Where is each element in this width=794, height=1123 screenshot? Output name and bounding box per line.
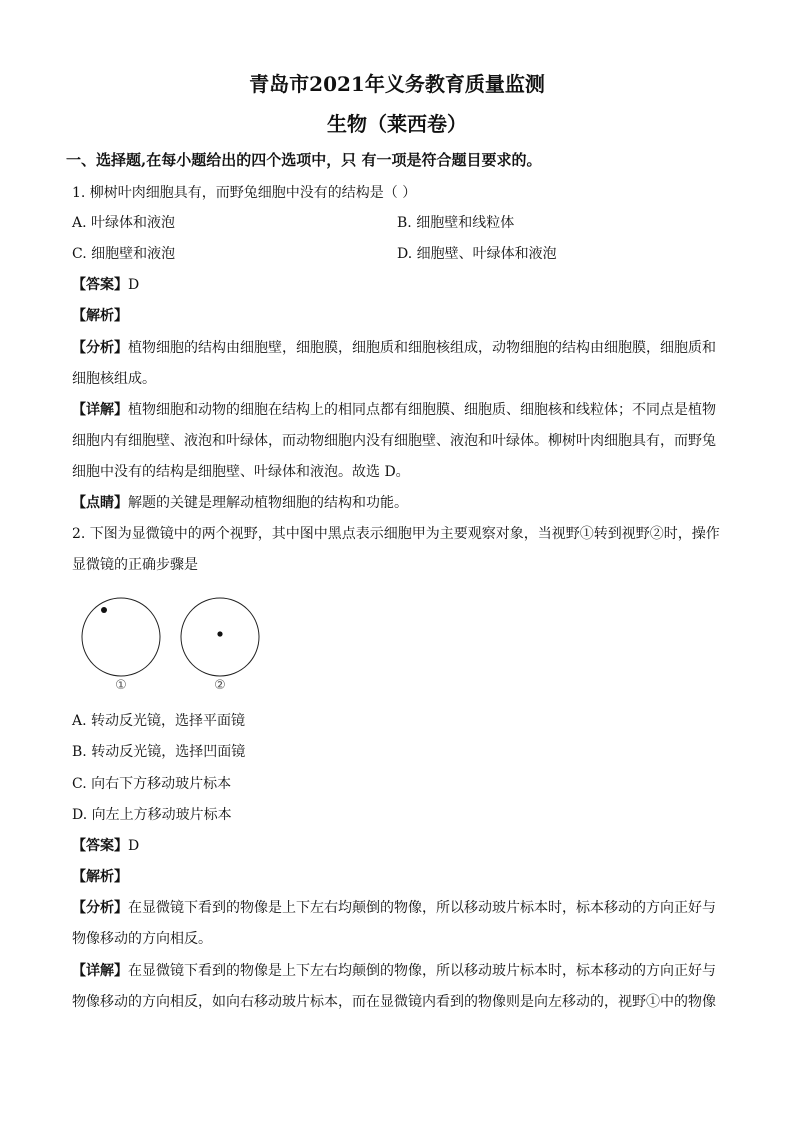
cell-dot-1 <box>101 607 107 613</box>
xiangjie-text: 植物细胞和动物的细胞在结构上的相同点都有细胞膜、细胞质、细胞核和线粒体；不同点是植物 <box>128 402 716 418</box>
figure-label-2: ② <box>214 678 226 693</box>
q1-dianjing <box>72 493 408 513</box>
answer-value: D <box>128 277 140 293</box>
figure-label-1: ① <box>115 678 127 693</box>
answer-tag: 【答案】 <box>72 838 128 854</box>
analysis-tag: 【解析】 <box>72 869 128 885</box>
q1-option-c: C. 细胞壁和液泡 <box>72 246 176 262</box>
xiangjie-tag: 【详解】 <box>72 963 128 979</box>
q1-xiangjie-line-1 <box>72 400 716 420</box>
q2-fenxi-line-2: 物像移动的方向相反。 <box>72 931 212 947</box>
xiangjie-text: 在显微镜下看到的物像是上下左右均颠倒的物像，所以移动玻片标本时，标本移动的方向正好与 <box>128 963 716 979</box>
fenxi-tag: 【分析】 <box>72 340 128 356</box>
q2-xiangjie-line-1 <box>72 961 716 981</box>
fenxi-tag: 【分析】 <box>72 900 128 916</box>
microscope-fields-figure <box>78 590 268 695</box>
page-subtitle: 生物（莱西卷） <box>327 112 467 136</box>
q1-xiangjie-line-3: 细胞中没有的结构是细胞壁、叶绿体和液泡。故选 D。 <box>72 464 410 480</box>
field-circle-2 <box>181 598 259 676</box>
q2-fenxi-line-1 <box>72 898 716 918</box>
q1-analysis-tag <box>72 306 128 326</box>
answer-value: D <box>128 838 140 854</box>
q1-answer <box>72 275 139 295</box>
q1-option-d: D. 细胞壁、叶绿体和液泡 <box>397 246 557 262</box>
section-heading: 一、选择题,在每小题给出的四个选项中，只 有一项是符合题目要求的。 <box>66 151 542 169</box>
q1-option-b: B. 细胞壁和线粒体 <box>397 215 515 231</box>
q1-xiangjie-line-2: 细胞内有细胞壁、液泡和叶绿体，而动物细胞内没有细胞壁、液泡和叶绿体。柳树叶肉细胞具有，而野兔 <box>72 433 716 449</box>
q1-stem: 1. 柳树叶肉细胞具有，而野兔细胞中没有的结构是（ ） <box>72 185 417 201</box>
dianjing-tag: 【点睛】 <box>72 495 128 511</box>
answer-tag: 【答案】 <box>72 277 128 293</box>
fenxi-text: 在显微镜下看到的物像是上下左右均颠倒的物像，所以移动玻片标本时，标本移动的方向正好与 <box>128 900 716 916</box>
q2-xiangjie-line-2: 物像移动的方向相反，如向右移动玻片标本，而在显微镜内看到的物像则是向左移动的，视野①中的物像 <box>72 994 716 1010</box>
analysis-tag: 【解析】 <box>72 308 128 324</box>
page-title: 青岛市2021年义务教育质量监测 <box>249 72 545 96</box>
q2-stem-line-1: 2. 下图为显微镜中的两个视野，其中图中黑点表示细胞甲为主要观察对象，当视野①转到视野②时，操作 <box>72 526 720 542</box>
fenxi-text: 植物细胞的结构由细胞壁，细胞膜，细胞质和细胞核组成，动物细胞的结构由细胞膜，细胞质和 <box>128 340 716 356</box>
q2-option-b: B. 转动反光镜，选择凹面镜 <box>72 744 246 760</box>
q1-fenxi-line-2: 细胞核组成。 <box>72 371 156 387</box>
q2-option-c: C. 向右下方移动玻片标本 <box>72 776 232 792</box>
q2-stem-line-2: 显微镜的正确步骤是 <box>72 557 198 573</box>
q2-option-d: D. 向左上方移动玻片标本 <box>72 807 232 823</box>
q2-analysis-tag <box>72 867 128 887</box>
dianjing-text: 解题的关键是理解动植物细胞的结构和功能。 <box>128 495 408 511</box>
q1-fenxi-line-1 <box>72 338 716 358</box>
cell-dot-2 <box>217 631 222 636</box>
xiangjie-tag: 【详解】 <box>72 402 128 418</box>
field-circle-1 <box>82 598 160 676</box>
q1-option-a: A. 叶绿体和液泡 <box>72 215 176 231</box>
q2-option-a: A. 转动反光镜，选择平面镜 <box>72 713 246 729</box>
q2-answer <box>72 836 139 856</box>
